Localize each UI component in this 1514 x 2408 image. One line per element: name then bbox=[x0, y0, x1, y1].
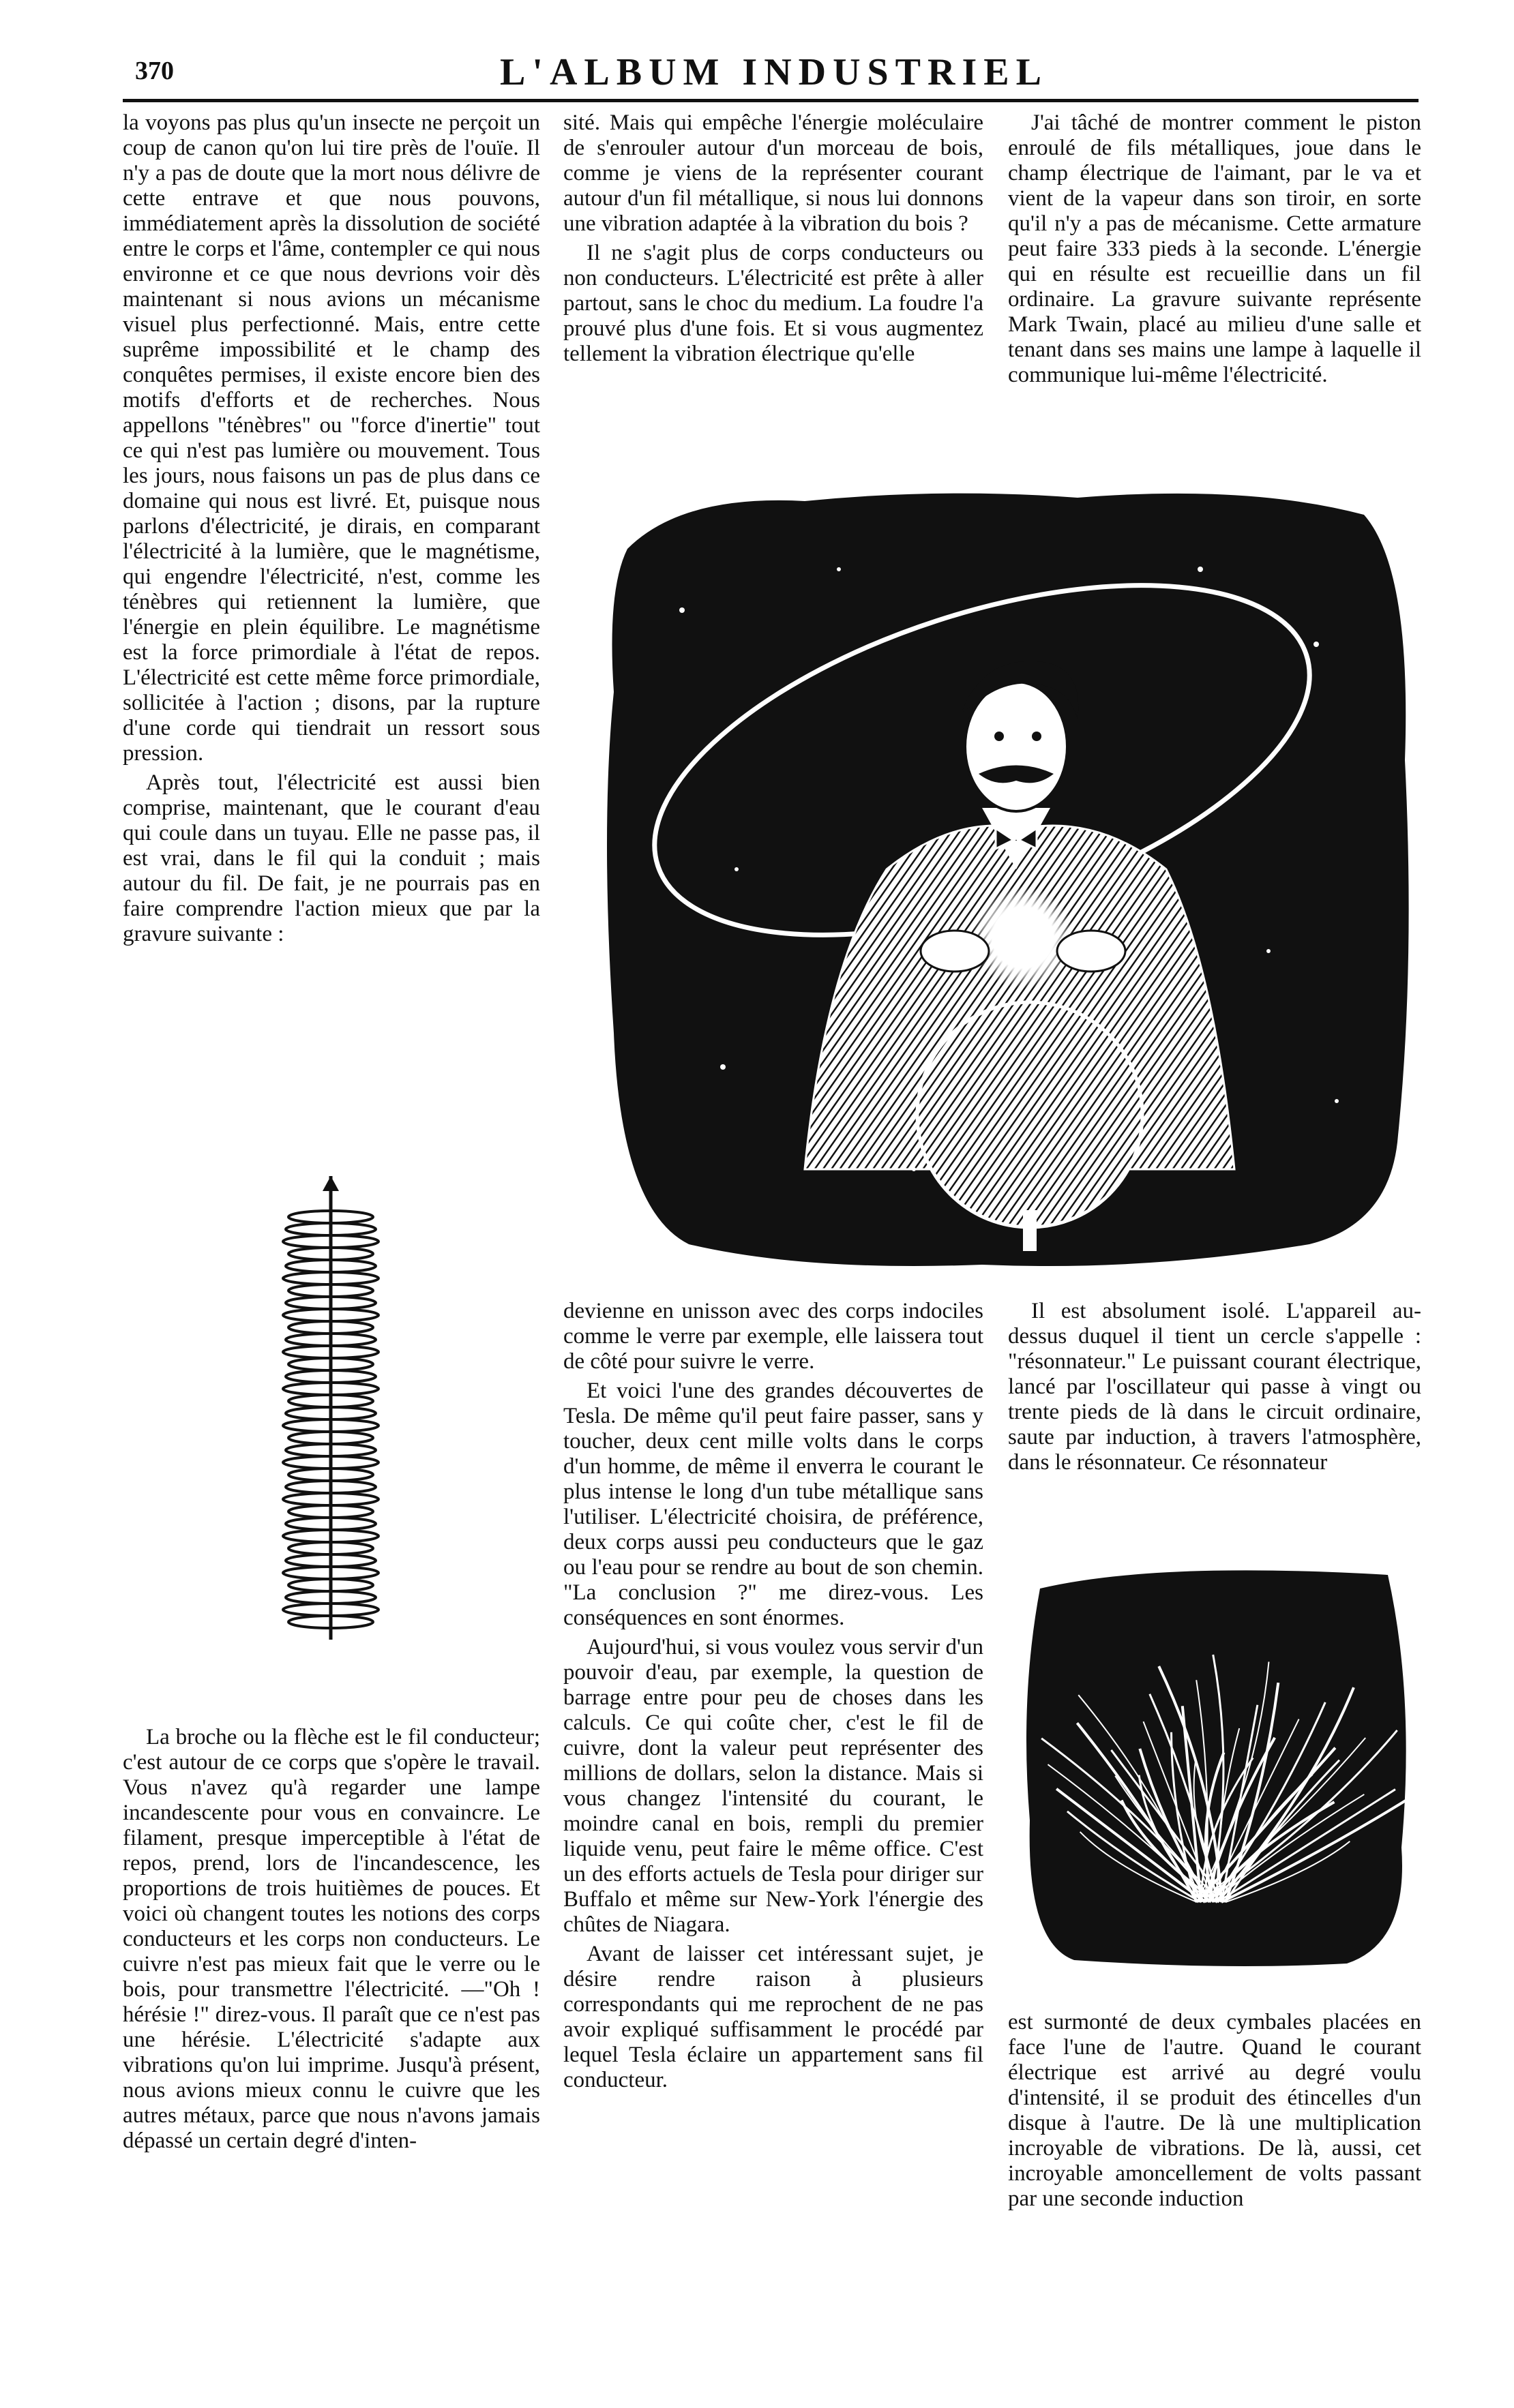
column-2-top bbox=[563, 110, 983, 367]
sparks-drawing bbox=[1020, 1561, 1415, 1970]
dark-background bbox=[1026, 1570, 1406, 1966]
paragraph: Il ne s'agit plus de corps conducteurs ou non conducteurs. L'électricité est prête à aller partout, sans le choc du medium. La foudre l'a prouvé plus d'une fois. Et si vous augmentez tellement la vibration électrique qu'elle bbox=[563, 241, 983, 366]
paragraph: la voyons pas plus qu'un insecte ne perçoit un coup de canon qu'on lui tire près de l'ouïe. Il n'y a pas de doute que la mort nous délivre de cette entrave et que nous pouvons, immédiatement après la dissolution de société entre le corps et l'âme, contempler ce qui nous environne et ce que nous devrions voir dès maintenant si nous avions un mécanisme visuel plus perfectionné. Mais, entre cette suprême impossibilité et le champ des conquêtes permises, il existe encore bien des motifs d'efforts et de recherches. Nous appellons "ténèbres" ou "force d'inertie" tout ce qui n'est pas lumière ou mouvement. Tous les jours, nous faisons un pas de plus dans ce domaine qui nous est livré. Et, puisque nous parlons d'électricité, je dirais, en comparant l'électricité à la lumière, que le magnétisme, qui engendre l'électricité, n'est, comme les ténèbres qui retiennent la lumière, que l'énergie en plein équilibre. Le magnétisme est la force primordiale à l'état de repos. L'électricité est cette même force primordiale, sollicitée à l'action ; disons, par la rupture d'une corde qui tiendrait un ressort sous pression. bbox=[123, 110, 540, 766]
sparks-illustration bbox=[1020, 1561, 1415, 1970]
column-1-bottom bbox=[123, 1725, 540, 2154]
header-rule bbox=[123, 99, 1419, 102]
left-eye bbox=[994, 732, 1004, 741]
illustration-drawing bbox=[600, 487, 1419, 1275]
mark-twain-illustration bbox=[600, 487, 1419, 1275]
paragraph: Après tout, l'électricité est aussi bien comprise, maintenant, que le courant d'eau qui coule dans un tuyau. Elle ne passe pas, il est vrai, dans le fil qui la conduit ; mais autour du fil. De fait, je ne pourrais pas en faire comprendre l'action mieux que par la gravure suivante : bbox=[123, 770, 540, 946]
paragraph: est surmonté de deux cymbales placées en face l'une de l'autre. Quand le courant électrique est arrivé au degré voulu d'intensité, il se produit des étincelles d'un disque à l'autre. De là une multiplication incroyable de vibrations. De là, aussi, cet incroyable amoncellement de volts passant par une seconde induction bbox=[1008, 2010, 1421, 2211]
arrow-head bbox=[323, 1176, 339, 1191]
column-2-bottom bbox=[563, 1299, 983, 2093]
paragraph: Il est absolument isolé. L'appareil au-dessus duquel il tient un cercle s'appelle : "résonnateur." Le puissant courant électrique, lancé par l'oscillateur qui passe à vingt ou trente pieds de là dans le circuit ordinaire, saute par induction, à travers l'atmosphère, dans le résonnateur. Ce résonnateur bbox=[1008, 1299, 1421, 1475]
right-hand bbox=[1057, 931, 1125, 972]
column-3-middle bbox=[1008, 1299, 1421, 1475]
right-eye bbox=[1032, 732, 1041, 741]
column-3-top bbox=[1008, 110, 1421, 388]
paragraph: Et voici l'une des grandes découvertes de Tesla. De même qu'il peut faire passer, sans y toucher, deux cent mille volts dans le corps d'un homme, de même il enverra le courant le plus intense le long d'un tube métallique sans l'utiliser. L'électricité choisira, de préférence, deux corps aussi peu conducteurs que le gaz ou l'eau pour se rendre au bout de son chemin. "La conclusion ?" me direz-vous. Les conséquences en sont énormes. bbox=[563, 1379, 983, 1630]
paragraph: sité. Mais qui empêche l'énergie moléculaire de s'enrouler autour d'un morceau de bois, comme je viens de la représenter courant autour d'un fil métallique, si nous lui donnons une vibration adaptée à la vibration du bois ? bbox=[563, 110, 983, 236]
page-number: 370 bbox=[135, 57, 174, 85]
page-header bbox=[123, 48, 1425, 102]
column-1-top bbox=[123, 110, 540, 947]
man-face bbox=[965, 682, 1067, 811]
column-3-bottom bbox=[1008, 2010, 1421, 2212]
coil-illustration bbox=[276, 1176, 385, 1660]
paragraph: La broche ou la flèche est le fil conducteur; c'est autour de ce corps que s'opère le travail. Vous n'avez qu'à regarder une lampe incandescente pour vous en convaincre. Le filament, presque imperceptible à l'état de repos, prend, lors de l'incandescence, les proportions de trois huitièmes de pouces. Et voici où changent toutes les notions des corps conducteurs et les corps non conducteurs. Le cuivre n'est pas mieux fait que le verre ou le bois, pour transmettre l'électricité. —"Oh ! hérésie !" direz-vous. Il paraît que ce n'est pas une hérésie. L'électricité s'adapte aux vibrations qu'on lui imprime. Jusqu'à présent, nous avions mieux connu le cuivre que les autres métaux, parce que nous n'avons jamais dépassé un certain degré d'inten- bbox=[123, 1725, 540, 2153]
journal-title: L'ALBUM INDUSTRIEL bbox=[500, 51, 1048, 93]
resonator-stand bbox=[1023, 1210, 1037, 1251]
paragraph: J'ai tâché de montrer comment le piston enroulé de fils métalliques, joue dans le champ électrique de l'aimant, par le va et vient de la vapeur dans son tiroir, en sorte qu'il n'y a pas de mécanisme. Cette armature peut faire 333 pieds à la seconde. L'énergie qui en résulte est recueillie dans un fil ordinaire. La gravure suivante représente Mark Twain, placé au milieu d'une salle et tenant dans ses mains une lampe à laquelle il communique lui-même l'électricité. bbox=[1008, 110, 1421, 387]
resonator-sphere bbox=[917, 1002, 1142, 1227]
paragraph: Aujourd'hui, si vous voulez vous servir d'un pouvoir d'eau, par exemple, la question de barrage entre pour peu de choses dans les calculs. Ce qui coûte cher, c'est le fil de cuivre, dont la valeur peut représenter des millions de dollars, selon la distance. Mais si vous changez l'intensité du courant, le moindre canal en bois, rempli du premier liquide venu, peut faire le même office. C'est un des efforts actuels de Tesla pour diriger sur Buffalo et même sur New-York l'énergie des chûtes de Niagara. bbox=[563, 1635, 983, 1937]
paragraph: Avant de laisser cet intéressant sujet, je désire rendre raison à plusieurs correspondants qui me reprochent de ne pas avoir expliqué suffisamment le procédé par lequel Tesla éclaire un appartement sans fil conducteur. bbox=[563, 1942, 983, 2092]
coil-turns bbox=[283, 1211, 378, 1628]
paragraph: devienne en unisson avec des corps indociles comme le verre par exemple, elle laissera tout de côté pour suivre le verre. bbox=[563, 1299, 983, 1374]
lamp-core bbox=[996, 910, 1050, 965]
coil-drawing bbox=[276, 1176, 385, 1660]
left-hand bbox=[921, 931, 989, 972]
